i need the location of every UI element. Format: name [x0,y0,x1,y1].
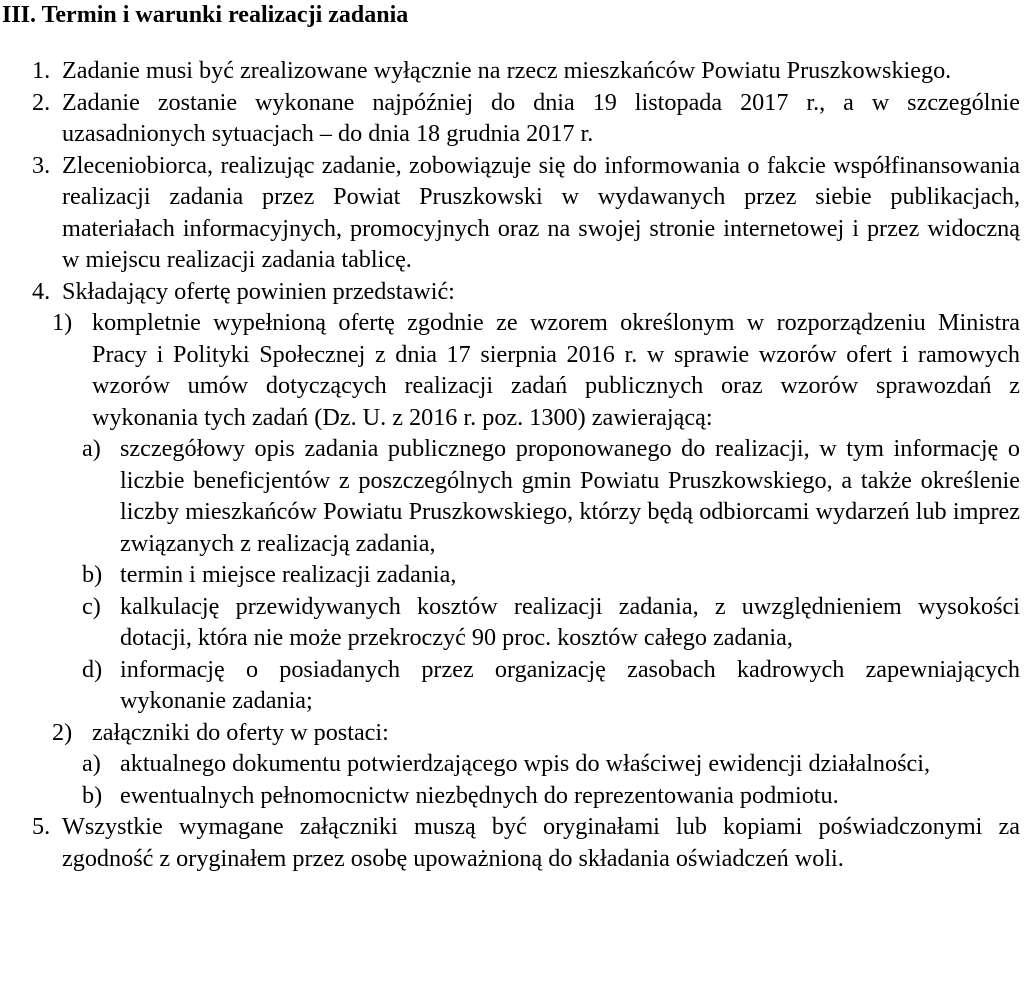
list-item-4 [2,276,1020,308]
sub-sub-item-text: ewentualnych pełnomocnictw niezbędnych do reprezentowania podmiotu. [120,781,839,809]
sub-sub-item-text: szczegółowy opis zadania publicznego proponowanego do realizacji, w tym informację o liczbie beneficjentów z poszczególnych gmin Powiatu Pruszkowskiego, a także określenie liczby mieszkańców Powiatu Pruszkowskiego, którzy będą odbiorcami wydarzeń lub imprez związanych z realizacją zadania, [120,435,1020,557]
sub-sub-item-4-2-a [2,748,1020,780]
list-item-text: Zadanie musi być zrealizowane wyłącznie na rzecz mieszkańców Powiatu Pruszkowskiego. [62,57,952,84]
sub-sub-item-letter: c) [82,592,101,620]
sub-sub-item-4-2-b [2,780,1020,812]
list-item-text: Składający ofertę powinien przedstawić: [62,277,455,305]
list-item-number: 1. [32,57,51,84]
sub-item-4-1 [2,307,1020,433]
sub-sub-item-4-1-d [2,654,1020,717]
sub-sub-item-letter: b) [82,561,103,588]
list-item-text: Zadanie zostanie wykonane najpóźniej do dnia 19 listopada 2017 r., a w szczególnie uzasadnionych sytuacjach – do dnia 18 grudnia 2017 r. [62,88,1020,147]
list-item-2 [2,87,1020,150]
list-item-text: Zleceniobiorca, realizując zadanie, zobowiązuje się do informowania o fakcie współfinansowania realizacji zadania przez Powiat Pruszkowski w wydawanych przez siebie publikacjach, materiałach informacyjnych, promocyjnych oraz na swojej stronie internetowej i przez widoczną w miejscu realizacji zadania tablicę. [62,151,1020,273]
sub-item-4-2 [2,717,1020,749]
sub-sub-item-text: informację o posiadanych przez organizację zasobach kadrowych zapewniających wykonanie zadania; [120,655,1020,714]
sub-sub-item-4-1-b [2,559,1020,591]
list-item-1 [2,55,1020,87]
sub-sub-item-text: termin i miejsce realizacji zadania, [120,561,457,588]
sub-item-number: 1) [52,309,73,336]
sub-item-text: załączniki do oferty w postaci: [92,718,389,746]
sub-item-text: kompletnie wypełnioną ofertę zgodnie ze wzorem określonym w rozporządzeniu Ministra Pracy i Polityki Społecznej z dnia 17 sierpnia 2016 r. w sprawie wzorów ofert i ramowych wzorów umów dotyczących realizacji zadań publicznych oraz wzorów sprawozdań z wykonania tych zadań (Dz. U. z 2016 r. poz. 1300) zawierającą: [92,309,1020,431]
list-item-number: 3. [32,151,51,179]
list-item-number: 4. [32,277,51,305]
list-item-number: 2. [32,88,51,116]
sub-sub-item-letter: d) [82,655,103,683]
sub-sub-item-text: kalkulację przewidywanych kosztów realizacji zadania, z uwzględnieniem wysokości dotacji, która nie może przekroczyć 90 proc. kosztów całego zadania, [120,592,1020,651]
sub-sub-item-letter: b) [82,781,103,809]
sub-sub-item-4-1-c [2,591,1020,654]
sub-item-number: 2) [52,718,73,746]
sub-sub-item-letter: a) [82,750,101,777]
list-item-number: 5. [32,813,51,840]
sub-sub-item-letter: a) [82,435,101,462]
section-title: III. Termin i warunki realizacji zadania [2,2,409,28]
sub-sub-item-4-1-a [2,433,1020,559]
conditions-list [2,55,1020,874]
sub-sub-item-text: aktualnego dokumentu potwierdzającego wpis do właściwej ewidencji działalności, [120,750,931,777]
list-item-text: Wszystkie wymagane załączniki muszą być oryginałami lub kopiami poświadczonymi za zgodność z oryginałem przez osobę upoważnioną do składania oświadczeń woli. [62,813,1020,872]
list-item-3 [2,150,1020,276]
list-item-5 [2,811,1020,874]
